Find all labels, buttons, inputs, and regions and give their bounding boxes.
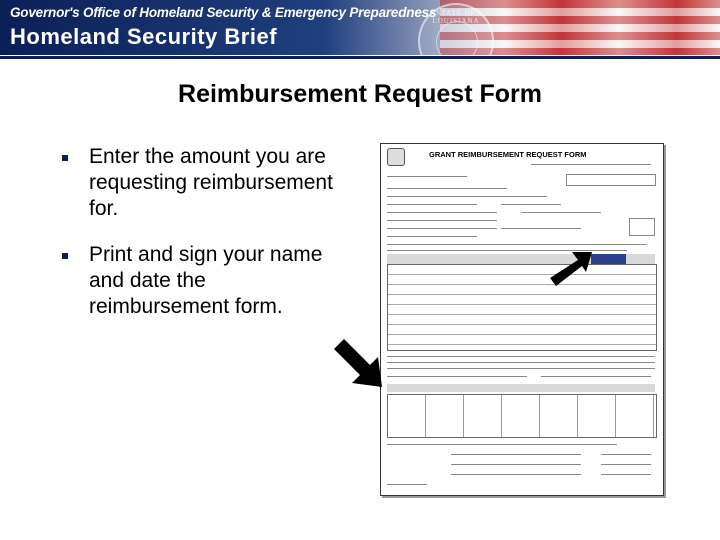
slide-title: Reimbursement Request Form xyxy=(178,80,542,108)
header-rule xyxy=(0,56,720,59)
bullet-square-icon xyxy=(62,155,68,161)
form-header-highlight xyxy=(591,254,626,264)
brief-title: Homeland Security Brief xyxy=(10,24,278,49)
form-line xyxy=(387,176,467,177)
form-logo-icon xyxy=(387,148,405,166)
form-line xyxy=(387,244,647,245)
form-line xyxy=(387,212,497,213)
form-line xyxy=(387,236,477,237)
form-line xyxy=(531,164,651,165)
form-line xyxy=(451,464,581,465)
seal-inner-ring xyxy=(436,21,478,55)
bullet-item xyxy=(60,242,350,320)
form-line xyxy=(601,454,651,455)
bullet-square-icon xyxy=(62,253,68,259)
form-line xyxy=(387,376,527,377)
form-table xyxy=(387,264,657,351)
bullet-item xyxy=(60,144,350,222)
org-name: Governor's Office of Homeland Security & Emergency Preparedness xyxy=(10,5,437,20)
form-line xyxy=(501,228,581,229)
form-line xyxy=(387,444,617,445)
form-signature-table xyxy=(387,394,657,438)
bullet-text: Enter the amount you are requesting reimbursement for. xyxy=(89,145,333,220)
form-line xyxy=(387,204,477,205)
form-line xyxy=(387,484,427,485)
form-line xyxy=(451,454,581,455)
form-line xyxy=(451,474,581,475)
form-line xyxy=(387,368,655,369)
form-heading: GRANT REIMBURSEMENT REQUEST FORM xyxy=(429,150,587,159)
reimbursement-form-image xyxy=(380,143,664,496)
form-line xyxy=(541,376,651,377)
form-line xyxy=(387,356,655,357)
arrow-up-right-icon xyxy=(548,248,594,288)
arrow-right-down-icon xyxy=(330,335,390,395)
form-line xyxy=(521,212,601,213)
form-section-bar xyxy=(387,384,655,392)
form-line xyxy=(601,474,651,475)
form-line xyxy=(387,188,507,189)
bullet-text: Print and sign your name and date the reimbursement form. xyxy=(89,243,323,318)
state-seal xyxy=(418,3,494,55)
seal-text: STATE OF LOUISIANA xyxy=(432,9,480,25)
form-box xyxy=(566,174,656,186)
form-line xyxy=(601,464,651,465)
bullet-list xyxy=(60,144,350,340)
header-banner xyxy=(0,0,720,55)
form-line xyxy=(501,204,561,205)
form-line xyxy=(387,228,497,229)
form-line xyxy=(387,196,547,197)
form-box xyxy=(629,218,655,236)
form-line xyxy=(387,220,497,221)
form-line xyxy=(387,362,655,363)
